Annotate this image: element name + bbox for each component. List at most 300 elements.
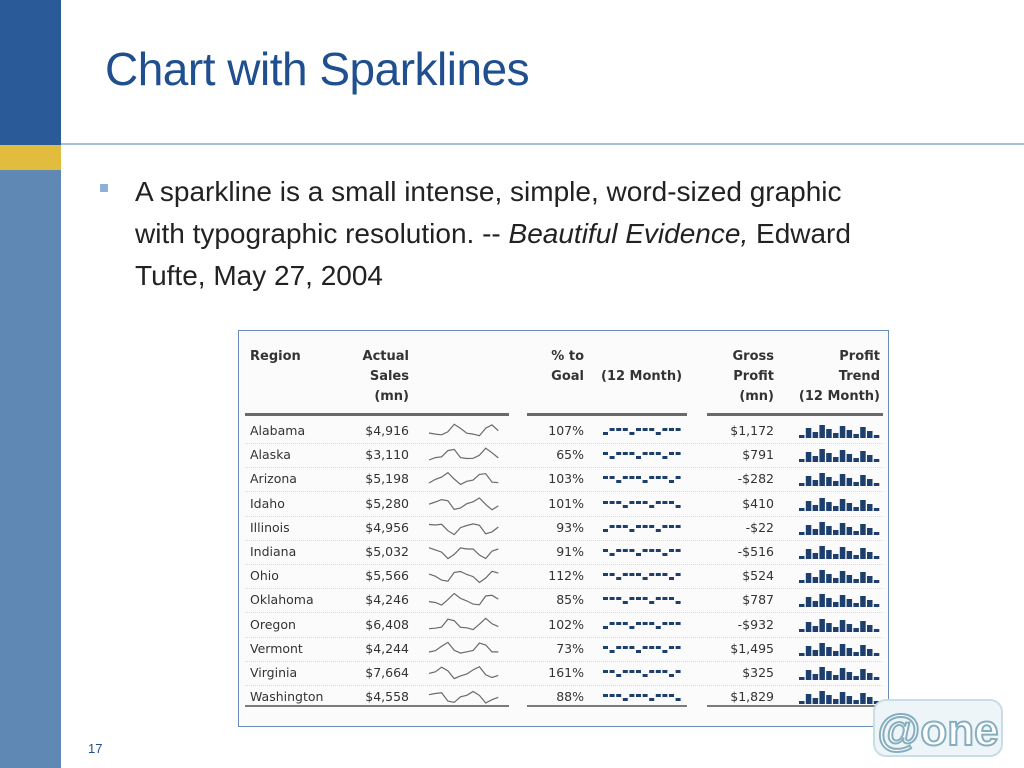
goal-tile (662, 622, 667, 625)
left-band-accent (0, 145, 61, 170)
profit-bar (874, 604, 880, 607)
goal-tile (676, 428, 681, 431)
profit-bar (806, 694, 812, 704)
profit-bar (806, 428, 812, 438)
goal-tile (669, 646, 674, 649)
profit-bar (860, 524, 866, 535)
profit-bar (819, 691, 825, 704)
profit-bar (833, 627, 839, 632)
goal-cell: 65% (556, 447, 584, 463)
profit-bar (874, 580, 880, 583)
goal-tile (676, 601, 681, 604)
sales-sparkline (427, 447, 501, 463)
profit-bar (853, 603, 859, 607)
goal-tile (656, 573, 661, 576)
profit-bar (833, 651, 839, 656)
profit-bar (799, 483, 805, 486)
profit-bar (847, 672, 853, 680)
profit-bar (874, 508, 880, 511)
profit-bar (799, 653, 805, 656)
goal-tile (603, 452, 608, 455)
logo-text: @one (877, 706, 999, 755)
profit-sparkline (797, 495, 883, 513)
goal-sparkline (601, 689, 685, 705)
goal-tile (610, 670, 615, 673)
book-title: Beautiful Evidence, (508, 218, 749, 249)
profit-bar (813, 698, 819, 704)
goal-tile (629, 646, 634, 649)
goal-sparkline (601, 544, 685, 560)
goal-tile (603, 626, 608, 629)
profit-bar (874, 483, 880, 486)
profit-bar (826, 671, 832, 680)
header-goal-trend: (12 Month) (601, 369, 683, 384)
header-goal (524, 347, 584, 387)
sales-sparkline-path (429, 524, 498, 535)
sales-sparkline (427, 617, 501, 633)
goal-tile (636, 428, 641, 431)
profit-sparkline (797, 591, 883, 609)
profit-bar (833, 530, 839, 535)
goal-tile (603, 529, 608, 532)
goal-tile (643, 428, 648, 431)
goal-cell: 93% (556, 519, 584, 535)
header-goal-line1: % to (551, 349, 584, 364)
profit-sparkline (797, 664, 883, 682)
profit-cell: -$932 (737, 616, 774, 632)
goal-cell: 102% (548, 616, 584, 632)
sales-cell: $4,246 (365, 592, 409, 608)
goal-tile (616, 428, 621, 431)
profit-bar (799, 556, 805, 559)
profit-bar (826, 429, 832, 438)
profit-bar (806, 549, 812, 559)
goal-sparkline (601, 665, 685, 681)
goal-sparkline (601, 471, 685, 487)
profit-bar (826, 526, 832, 535)
goal-tile (662, 694, 667, 697)
profit-bar (867, 625, 873, 632)
goal-tile (662, 476, 667, 479)
header-profit-line2: Profit (733, 369, 774, 384)
goal-tile (629, 626, 634, 629)
profit-bar (826, 574, 832, 583)
goal-tile (623, 549, 628, 552)
profit-cell: $1,495 (730, 640, 774, 656)
goal-cell: 91% (556, 544, 584, 559)
goal-tile (669, 622, 674, 625)
header-profit-trend (784, 347, 880, 407)
goal-tile (656, 501, 661, 504)
profit-bar (840, 450, 846, 462)
goal-tile (662, 428, 667, 431)
profit-bar (847, 696, 853, 704)
header-goal-line2: Goal (551, 369, 584, 384)
profit-cell: -$516 (737, 544, 774, 559)
profit-bar (874, 556, 880, 559)
goal-tile (649, 573, 654, 576)
goal-tile (669, 452, 674, 455)
goal-tile (603, 597, 608, 600)
profit-bar (799, 435, 805, 438)
sparkline-table-figure (238, 330, 889, 727)
goal-sparkline (601, 568, 685, 584)
sales-sparkline-path (429, 424, 498, 435)
profit-bar (867, 576, 873, 583)
left-band-body (0, 170, 61, 768)
region-cell: Oregon (250, 616, 296, 632)
profit-bar (826, 477, 832, 486)
profit-sparkline (797, 470, 883, 488)
goal-tile (636, 501, 641, 504)
profit-bar (813, 626, 819, 632)
profit-bar (840, 571, 846, 583)
goal-tile (610, 650, 615, 653)
goal-tile (603, 646, 608, 649)
profit-bar (826, 453, 832, 462)
profit-bar (847, 599, 853, 607)
profit-bar (867, 552, 873, 559)
profit-bar (867, 649, 873, 656)
sales-cell: $5,032 (365, 544, 409, 559)
goal-tile (616, 646, 621, 649)
profit-bar (819, 570, 825, 583)
goal-tile (636, 670, 641, 673)
profit-bar (853, 458, 859, 462)
profit-bar (847, 551, 853, 559)
profit-bar (819, 667, 825, 680)
goal-sparkline (601, 496, 685, 512)
goal-tile (676, 549, 681, 552)
profit-bar (840, 499, 846, 511)
goal-tile (629, 529, 634, 532)
goal-tile (636, 573, 641, 576)
profit-bar (799, 580, 805, 583)
goal-sparkline (601, 447, 685, 463)
goal-tile (656, 646, 661, 649)
goal-tile (669, 577, 674, 580)
goal-tile (662, 553, 667, 556)
goal-tile (636, 456, 641, 459)
goal-tile (656, 452, 661, 455)
goal-tile (629, 573, 634, 576)
profit-bar (806, 597, 812, 607)
goal-tile (669, 525, 674, 528)
profit-bar (853, 676, 859, 680)
profit-bar (813, 577, 819, 583)
sales-cell: $5,198 (365, 471, 409, 487)
profit-bar (826, 502, 832, 511)
goal-tile (643, 501, 648, 504)
profit-bar (867, 504, 873, 511)
profit-bar (847, 503, 853, 511)
profit-bar (853, 555, 859, 559)
sales-sparkline (427, 568, 501, 584)
profit-bar (826, 647, 832, 656)
profit-bar (819, 449, 825, 462)
sales-sparkline (427, 544, 501, 560)
region-cell: Arizona (250, 471, 297, 487)
region-cell: Vermont (250, 640, 303, 656)
profit-bar (819, 643, 825, 656)
profit-bar (826, 695, 832, 704)
title-divider (61, 143, 1024, 145)
goal-tile (636, 525, 641, 528)
goal-tile (643, 674, 648, 677)
goal-tile (636, 476, 641, 479)
profit-sparkline (797, 446, 883, 464)
profit-bar (874, 629, 880, 632)
goal-tile (669, 501, 674, 504)
goal-tile (616, 525, 621, 528)
header-region: Region (250, 349, 301, 364)
profit-sparkline (797, 422, 883, 440)
goal-tile (656, 694, 661, 697)
bullet-square-icon (100, 184, 108, 192)
region-cell: Oklahoma (250, 592, 314, 608)
profit-bar (833, 699, 839, 704)
header-sales-line1: Actual (362, 349, 409, 364)
profit-bar (860, 645, 866, 656)
profit-bar (813, 674, 819, 680)
profit-bar (799, 629, 805, 632)
profit-bar (799, 532, 805, 535)
profit-bar (860, 548, 866, 559)
profit-bar (819, 498, 825, 511)
goal-tile (616, 549, 621, 552)
goal-tile (629, 432, 634, 435)
goal-tile (662, 597, 667, 600)
sales-cell: $5,280 (365, 495, 409, 511)
sales-sparkline-path (429, 618, 498, 629)
profit-cell: $410 (742, 495, 774, 511)
header-rule-2 (527, 413, 687, 416)
region-cell: Indiana (250, 544, 297, 559)
goal-tile (649, 670, 654, 673)
goal-tile (662, 650, 667, 653)
goal-sparkline (601, 641, 685, 657)
goal-tile (616, 480, 621, 483)
profit-bar (833, 506, 839, 511)
goal-tile (649, 646, 654, 649)
header-profit-line1: Gross (732, 349, 774, 364)
goal-tile (603, 670, 608, 673)
profit-bar (853, 434, 859, 438)
goal-tile (603, 432, 608, 435)
goal-tile (623, 573, 628, 576)
sales-sparkline (427, 641, 501, 657)
profit-bar (833, 433, 839, 438)
profit-bar (860, 693, 866, 704)
profit-bar (840, 644, 846, 656)
profit-bar (833, 481, 839, 486)
profit-bar (860, 475, 866, 486)
profit-bar (806, 501, 812, 511)
profit-bar (799, 677, 805, 680)
goal-tile (656, 626, 661, 629)
profit-bar (840, 620, 846, 632)
goal-tile (636, 622, 641, 625)
goal-tile (610, 694, 615, 697)
profit-bar (819, 473, 825, 486)
profit-bar (847, 527, 853, 535)
sales-sparkline (427, 592, 501, 608)
profit-sparkline (797, 543, 883, 561)
profit-bar (806, 452, 812, 462)
goal-tile (610, 553, 615, 556)
goal-tile (636, 694, 641, 697)
profit-bar (847, 624, 853, 632)
goal-tile (676, 670, 681, 673)
profit-cell: -$282 (737, 471, 774, 487)
header-profit-trend-line1: Profit (839, 349, 880, 364)
profit-bar (847, 575, 853, 583)
one-logo (868, 690, 1008, 762)
profit-bar (806, 622, 812, 632)
profit-bar (826, 550, 832, 559)
goal-cell: 161% (548, 665, 584, 680)
goal-tile (676, 505, 681, 508)
profit-bar (853, 700, 859, 704)
profit-bar (799, 604, 805, 607)
region-cell: Illinois (250, 519, 290, 535)
goal-tile (662, 670, 667, 673)
goal-tile (629, 501, 634, 504)
goal-tile (669, 597, 674, 600)
goal-tile (662, 456, 667, 459)
profit-bar (806, 573, 812, 583)
profit-bar (799, 459, 805, 462)
sales-cell: $4,558 (365, 689, 409, 705)
sales-cell: $5,566 (365, 568, 409, 584)
profit-bar (826, 623, 832, 632)
profit-bar (874, 459, 880, 462)
goal-tile (616, 694, 621, 697)
profit-bar (833, 554, 839, 559)
goal-tile (629, 694, 634, 697)
goal-tile (629, 670, 634, 673)
goal-tile (643, 480, 648, 483)
profit-bar (813, 432, 819, 438)
goal-tile (610, 476, 615, 479)
goal-tile (656, 529, 661, 532)
profit-bar (860, 596, 866, 607)
header-rule-3 (707, 413, 883, 416)
sales-sparkline-path (429, 548, 498, 559)
goal-tile (643, 694, 648, 697)
goal-tile (610, 501, 615, 504)
profit-bar (819, 522, 825, 535)
profit-bar (813, 650, 819, 656)
sales-sparkline-path (429, 473, 498, 485)
sales-sparkline-path (429, 448, 498, 460)
profit-bar (840, 474, 846, 486)
sales-sparkline (427, 689, 501, 705)
goal-tile (603, 573, 608, 576)
profit-bar (819, 619, 825, 632)
goal-sparkline (601, 592, 685, 608)
goal-tile (623, 505, 628, 508)
header-sales-line3: (mn) (374, 389, 409, 404)
goal-tile (629, 597, 634, 600)
goal-tile (643, 577, 648, 580)
sales-cell: $7,664 (365, 665, 409, 680)
page-number: 17 (88, 741, 103, 756)
goal-tile (643, 646, 648, 649)
goal-sparkline (601, 617, 685, 633)
left-band-top (0, 0, 61, 145)
profit-bar (853, 628, 859, 632)
profit-bar (799, 701, 805, 704)
goal-tile (656, 597, 661, 600)
goal-tile (649, 601, 654, 604)
profit-bar (847, 648, 853, 656)
goal-tile (603, 476, 608, 479)
goal-tile (649, 698, 654, 701)
header-sales (344, 347, 409, 407)
goal-cell: 112% (548, 568, 584, 584)
goal-tile (649, 549, 654, 552)
goal-tile (623, 670, 628, 673)
sales-sparkline-path (429, 594, 498, 606)
profit-cell: $787 (742, 592, 774, 608)
goal-tile (669, 674, 674, 677)
profit-bar (819, 546, 825, 559)
profit-bar (853, 531, 859, 535)
goal-tile (669, 428, 674, 431)
profit-bar (867, 528, 873, 535)
goal-tile (656, 432, 661, 435)
sales-sparkline (427, 520, 501, 536)
profit-bar (813, 480, 819, 486)
profit-bar (840, 692, 846, 704)
profit-bar (806, 476, 812, 486)
profit-sparkline (797, 519, 883, 537)
goal-tile (656, 549, 661, 552)
goal-tile (603, 549, 608, 552)
profit-bar (853, 652, 859, 656)
profit-cell: $524 (742, 568, 774, 584)
goal-tile (623, 428, 628, 431)
goal-cell: 73% (556, 640, 584, 656)
sales-sparkline (427, 496, 501, 512)
profit-bar (874, 532, 880, 535)
profit-bar (813, 505, 819, 511)
profit-sparkline (797, 616, 883, 634)
goal-tile (636, 597, 641, 600)
profit-bar (799, 508, 805, 511)
quote-attribution: Edward Tufte, May 27, 2004 (135, 218, 851, 291)
sales-sparkline-path (429, 692, 498, 704)
sales-cell: $3,110 (365, 447, 409, 463)
profit-bar (847, 430, 853, 438)
profit-bar (874, 653, 880, 656)
profit-bar (840, 668, 846, 680)
profit-bar (819, 594, 825, 607)
profit-cell: $1,172 (730, 423, 774, 438)
goal-tile (676, 476, 681, 479)
header-sales-line2: Sales (369, 369, 409, 384)
goal-tile (623, 452, 628, 455)
goal-tile (616, 597, 621, 600)
goal-tile (616, 674, 621, 677)
goal-tile (656, 476, 661, 479)
goal-tile (643, 549, 648, 552)
profit-bar (867, 673, 873, 680)
profit-cell: $1,829 (730, 689, 774, 705)
goal-tile (610, 622, 615, 625)
goal-tile (676, 525, 681, 528)
